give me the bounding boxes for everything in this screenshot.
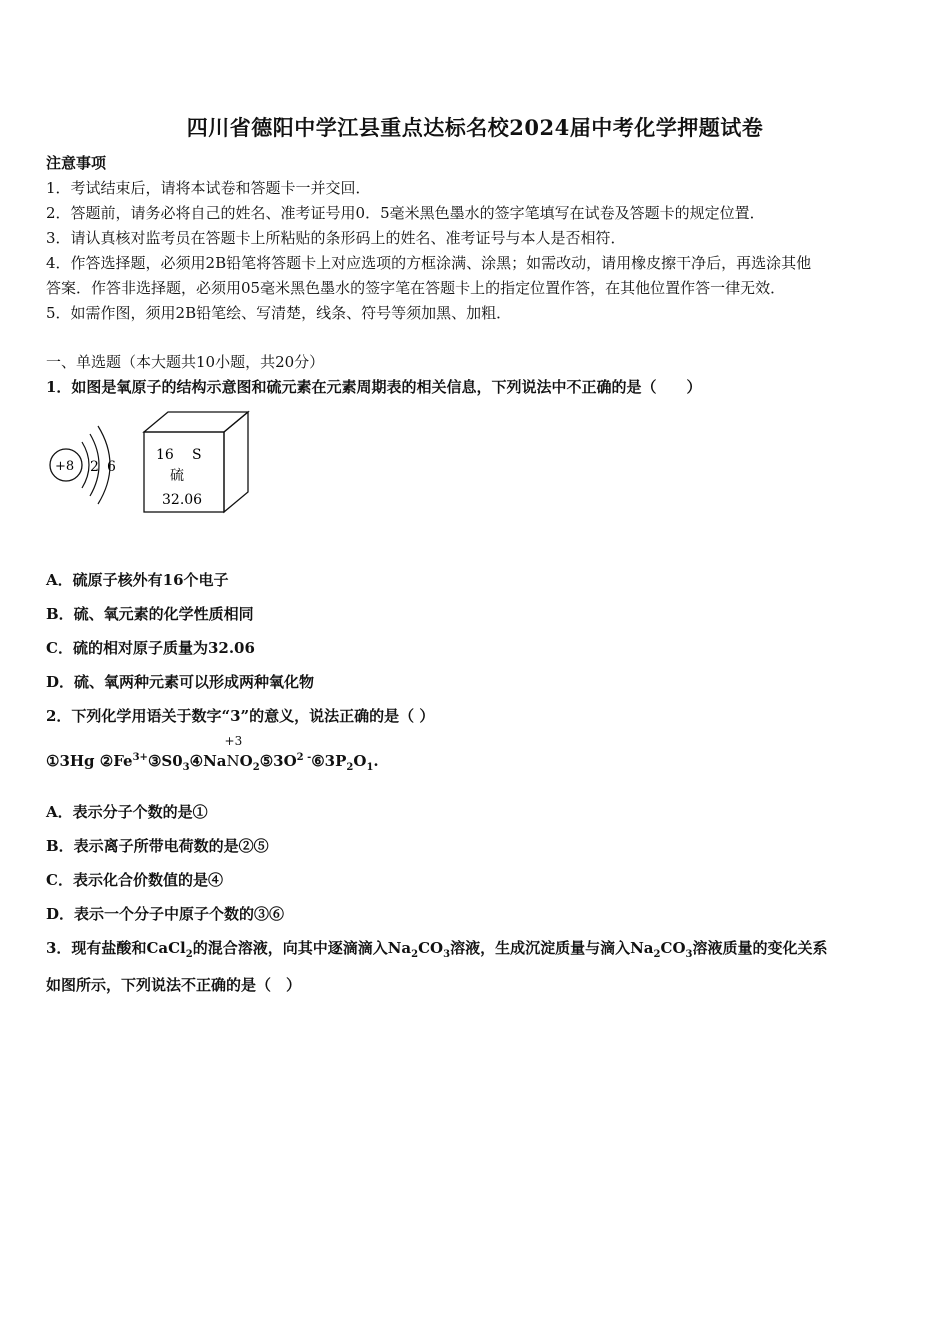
element-name: 硫 [170,468,184,484]
question-2-stem: 2．下列化学用语关于数字“3”的意义，说法正确的是（ ） [46,707,435,725]
shell-2-electrons: 6 [107,459,116,475]
notice-item: 答案．作答非选择题，必须用05毫米黑色墨水的签字笔在答题卡上的指定位置作答，在其他位置作答一律无效． [46,279,786,297]
chemical-formula-list: ①3Hg $②Fe^{3+}③S0_3④Na$ +3 $NO_2⑤3O^{2 -}⑥3P_2O_1$. [46,734,379,773]
nitrogen-with-valence: +3 N [224,734,243,770]
question-1-stem: 1．如图是氧原子的结构示意图和硫元素在元素周期表的相关信息，下列说法中不正确的是（ ） [46,378,702,396]
notice-heading: 注意事项 [46,154,107,172]
question-3-stem: 3．现有盐酸和CaCl$_2$的混合溶液，向其中逐滴滴入$Na_2CO_3$溶液，生成沉淀质量与滴入$Na_2CO_3$溶液质量的变化关系 [46,939,828,960]
oxygen-atom-diagram [46,420,126,510]
element-symbol: S [192,447,202,463]
q1-option-c: C．硫的相对原子质量为32.06 [46,639,255,657]
atomic-mass: 32.06 [162,492,203,508]
question-3-stem-line2: 如图所示，下列说法不正确的是（ ） [46,976,302,994]
q1-option-d: D．硫、氧两种元素可以形成两种氧化物 [46,673,315,691]
q2-option-b: B．表示离子所带电荷数的是②⑤ [46,837,269,855]
q1-option-a: A．硫原子核外有16个电子 [46,571,229,589]
notice-item: 2．答题前，请务必将自己的姓名、准考证号用0．5毫米黑色墨水的签字笔填写在试卷及答题卡的规定位置． [46,204,765,222]
page-title: 四川省德阳中学江县重点达标名校2024届中考化学押题试卷 [186,115,764,140]
nucleus-charge: +8 [55,459,75,474]
shell-1-electrons: 2 [90,459,99,475]
notice-item: 4．作答选择题，必须用2B铅笔将答题卡上对应选项的方框涂满、涂黑；如需改动，请用橡皮擦干净后，再选涂其他 [46,254,812,272]
q2-option-a: A．表示分子个数的是① [46,803,208,821]
q1-option-b: B．硫、氧元素的化学性质相同 [46,605,254,623]
q2-option-c: C．表示化合价数值的是④ [46,871,223,889]
q2-option-d: D．表示一个分子中原子个数的③⑥ [46,905,285,923]
notice-item: 5．如需作图，须用2B铅笔绘、写清楚，线条、符号等须加黑、加粗． [46,304,512,322]
sulfur-element-card [138,408,253,518]
electron-shell-arc [82,442,89,488]
notice-item: 1．考试结束后，请将本试卷和答题卡一并交回． [46,179,371,197]
section-heading: 一、单选题（本大题共10小题，共20分） [46,353,325,371]
atomic-number: 16 [156,447,174,463]
notice-item: 3．请认真核对监考员在答题卡上所粘贴的条形码上的姓名、准考证号与本人是否相符． [46,229,626,247]
